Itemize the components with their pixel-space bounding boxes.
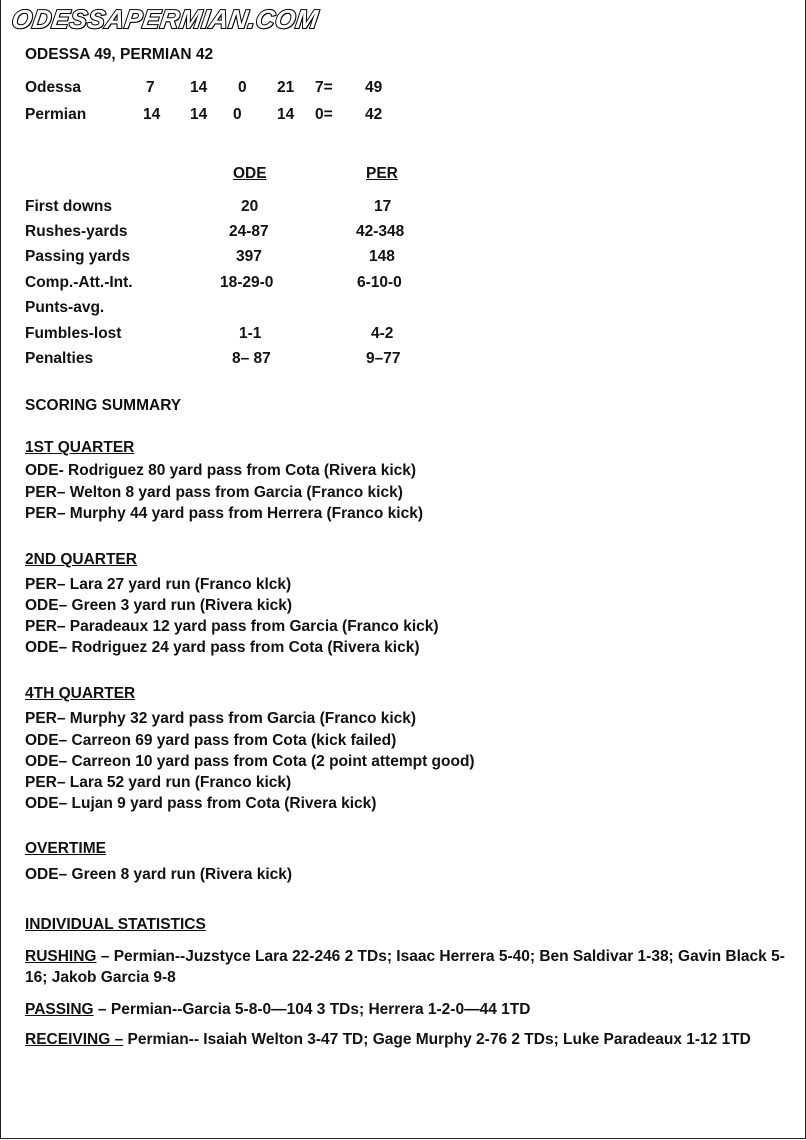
site-logo: ODESSAPERMIAN.COM xyxy=(9,4,321,34)
q3-score: 0 xyxy=(233,106,242,123)
scoring-play: ODE– Green 8 yard run (Rivera kick) xyxy=(25,866,293,883)
q4-score: 14 xyxy=(277,106,295,123)
team-name: Permian xyxy=(25,106,87,123)
quarter-title: 4TH QUARTER xyxy=(25,685,136,702)
stat-label: Fumbles-lost xyxy=(25,325,122,342)
stat-ode: 20 xyxy=(241,198,259,215)
scoring-play: ODE– Carreon 10 yard pass from Cota (2 point attempt good) xyxy=(25,753,475,770)
total-score: 49 xyxy=(365,79,383,96)
stat-label: Punts-avg. xyxy=(25,299,105,316)
ot-score: 0= xyxy=(315,106,333,123)
scoring-play: PER– Murphy 32 yard pass from Garcia (Franco kick) xyxy=(25,710,417,727)
stat-ode: 1-1 xyxy=(239,325,262,342)
scoring-summary-title: SCORING SUMMARY xyxy=(25,397,182,414)
passing-text: – Permian--Garcia 5-8-0—104 3 TDs; Herrera 1-2-0—44 1TD xyxy=(93,1001,531,1018)
receiving-text: Permian-- Isaiah Welton 3-47 TD; Gage Murphy 2-76 2 TDs; Luke Paradeaux 1-12 1TD xyxy=(123,1031,751,1048)
q1-score: 7 xyxy=(146,79,155,96)
q2-score: 14 xyxy=(190,106,208,123)
q3-score: 0 xyxy=(238,79,247,96)
stat-per: 4-2 xyxy=(371,325,394,342)
stat-label: Passing yards xyxy=(25,248,131,265)
scoring-play: ODE– Carreon 69 yard pass from Cota (kick failed) xyxy=(25,732,397,749)
stat-per: 42-348 xyxy=(356,223,405,240)
header-per: PER xyxy=(366,165,398,182)
stat-ode: 18-29-0 xyxy=(220,274,274,291)
receiving-label: RECEIVING – xyxy=(25,1031,124,1048)
stat-ode: 8– 87 xyxy=(232,350,271,367)
passing-stats xyxy=(25,999,785,1020)
scoring-play: ODE– Green 3 yard run (Rivera kick) xyxy=(25,597,293,614)
stat-label: First downs xyxy=(25,198,112,215)
scoring-play: PER– Paradeaux 12 yard pass from Garcia (Franco kick) xyxy=(25,618,439,635)
headline: ODESSA 49, PERMIAN 42 xyxy=(25,46,214,63)
q2-score: 14 xyxy=(190,79,208,96)
scoring-play: ODE– Lujan 9 yard pass from Cota (Rivera kick) xyxy=(25,795,377,812)
q4-score: 21 xyxy=(277,79,295,96)
team-name: Odessa xyxy=(25,79,82,96)
receiving-stats xyxy=(25,1029,785,1050)
stat-label: Penalties xyxy=(25,350,94,367)
quarter-title: 1ST QUARTER xyxy=(25,439,135,456)
header-ode: ODE xyxy=(233,165,267,182)
scoring-play: PER– Lara 52 yard run (Franco kick) xyxy=(25,774,292,791)
q1-score: 14 xyxy=(143,106,161,123)
rushing-label: RUSHING xyxy=(25,948,97,965)
scoring-play: PER– Welton 8 yard pass from Garcia (Franco kick) xyxy=(25,484,403,501)
stat-label: Rushes-yards xyxy=(25,223,128,240)
stat-per: 9–77 xyxy=(366,350,401,367)
passing-label: PASSING xyxy=(25,1001,94,1018)
scoring-play: ODE- Rodriguez 80 yard pass from Cota (Rivera kick) xyxy=(25,462,417,479)
quarter-title: OVERTIME xyxy=(25,840,106,857)
quarter-title: 2ND QUARTER xyxy=(25,551,137,568)
rushing-stats xyxy=(25,946,785,988)
scoring-play: ODE– Rodriguez 24 yard pass from Cota (Rivera kick) xyxy=(25,639,420,656)
stat-per: 17 xyxy=(374,198,392,215)
total-score: 42 xyxy=(365,106,383,123)
ot-score: 7= xyxy=(315,79,333,96)
scoring-play: PER– Murphy 44 yard pass from Herrera (Franco kick) xyxy=(25,505,423,522)
stat-ode: 24-87 xyxy=(229,223,269,240)
stat-label: Comp.-Att.-Int. xyxy=(25,274,133,291)
scoring-play: PER– Lara 27 yard run (Franco klck) xyxy=(25,576,292,593)
stat-per: 148 xyxy=(369,248,395,265)
stat-ode: 397 xyxy=(236,248,262,265)
rushing-text: – Permian--Juzstyce Lara 22-246 2 TDs; Isaac Herrera 5-40; Ben Saldivar 1-38; Gavin Black 5-16; Jakob Garcia 9-8 xyxy=(25,948,785,986)
stat-per: 6-10-0 xyxy=(357,274,402,291)
individual-stats-title: INDIVIDUAL STATISTICS xyxy=(25,916,206,933)
